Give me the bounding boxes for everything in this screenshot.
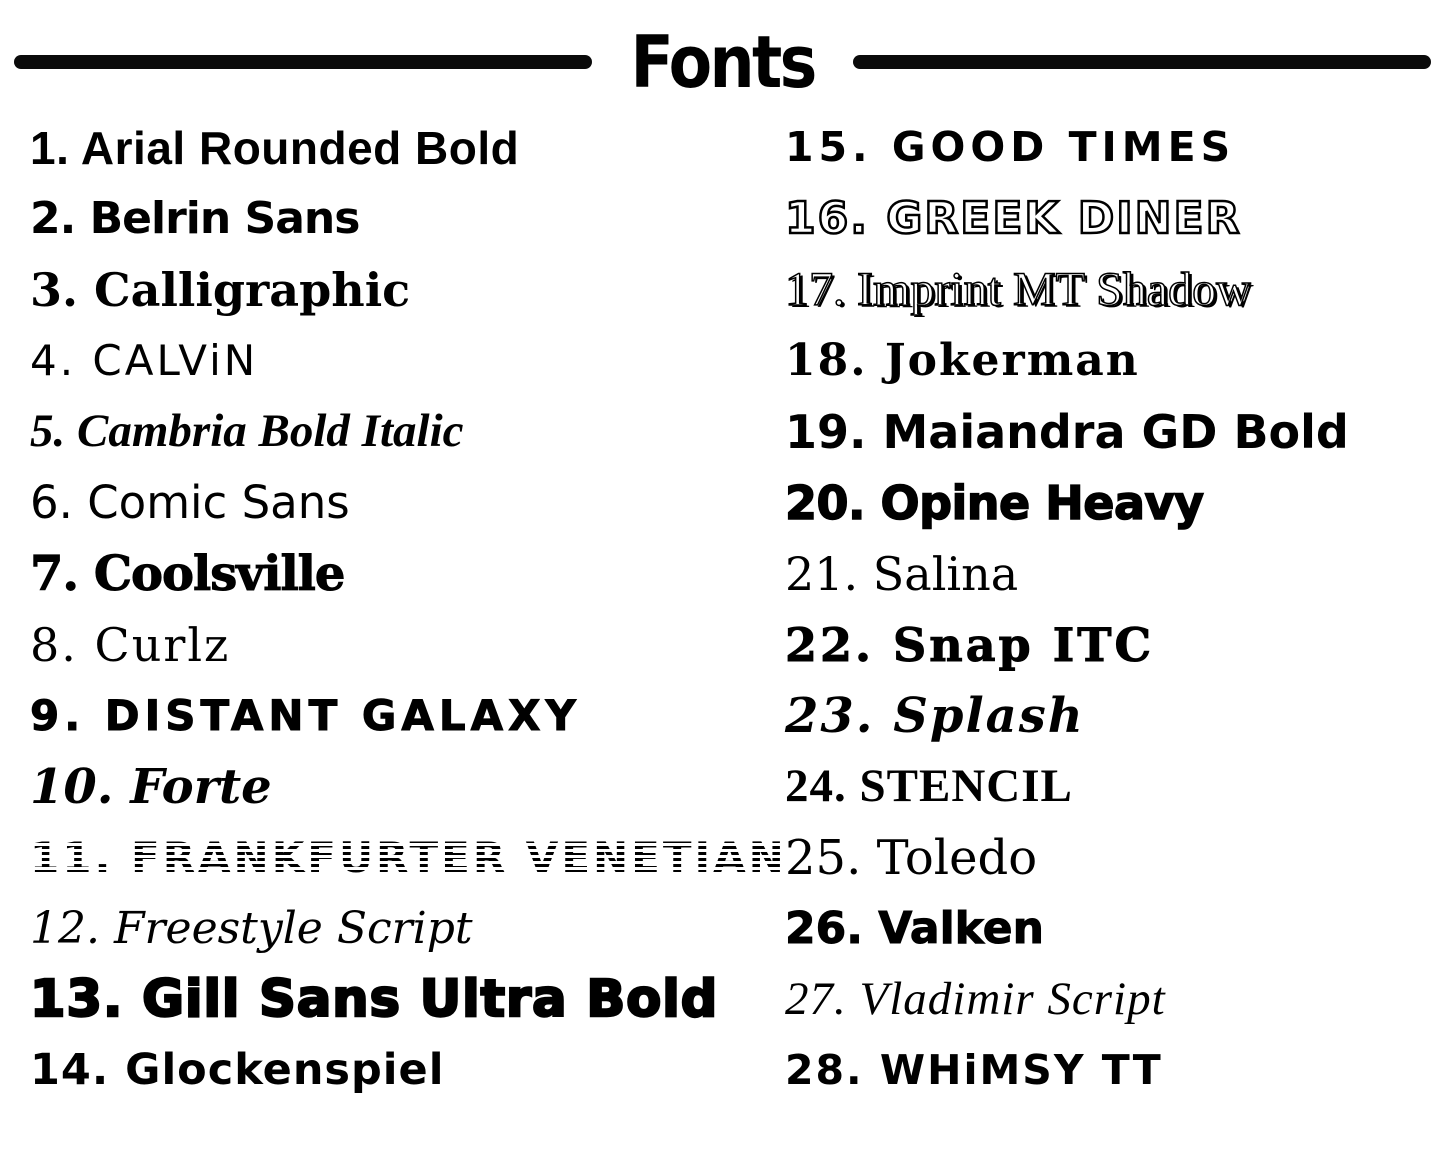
font-sample-splash: 23. Splash — [785, 687, 1085, 744]
font-sample-valken: 26. Valken — [785, 902, 1044, 954]
divider-line-left — [14, 55, 592, 69]
font-sample-frankfurter-venetian: 11. FRANKFURTER VENETIAN — [30, 822, 785, 893]
font-sample-toledo: 25. Toledo — [785, 829, 1038, 886]
font-sample-vladimir-script: 27. Vladimir Script — [785, 973, 1166, 1025]
font-sample-imprint-mt-shadow: 17. Imprint MT Shadow — [785, 262, 1251, 316]
divider-line-right — [853, 55, 1431, 69]
header — [0, 0, 1445, 104]
font-sample-gill-sans-ultra-bold: 13. Gill Sans Ultra Bold — [30, 970, 719, 1029]
font-sample-glockenspiel: 14. Glockenspiel — [30, 1045, 445, 1095]
font-sample-curlz: 8. Curlz — [30, 617, 231, 672]
font-sample-arial-rounded-bold: 1. Arial Rounded Bold — [30, 121, 520, 174]
font-sample-calligraphic: 3. Calligraphic — [30, 262, 411, 317]
font-column-right — [785, 112, 1445, 1106]
font-sample-belrin-sans: 2. Belrin Sans — [30, 192, 360, 244]
font-sample-distant-galaxy: 9. DISTANT GALAXY — [30, 690, 581, 740]
font-sample-freestyle-script: 12. Freestyle Script — [30, 902, 473, 954]
font-sample-calvin: 4. CALViN — [30, 335, 259, 385]
font-list — [0, 104, 1445, 1106]
font-sample-whimsy-tt: 28. WHiMSY TT — [785, 1046, 1163, 1094]
font-sample-forte: 10. Forte — [30, 758, 272, 815]
font-sample-opine-heavy: 20. Opine Heavy — [785, 475, 1204, 530]
font-sample-cambria-bold-italic: 5. Cambria Bold Italic — [30, 405, 464, 457]
font-sample-salina: 21. Salina — [785, 546, 1019, 601]
font-sample-good-times: 15. GOOD TIMES — [785, 123, 1236, 171]
font-sample-maiandra-gd-bold: 19. Maiandra GD Bold — [785, 404, 1349, 459]
font-sample-snap-itc: 22. Snap ITC — [785, 617, 1155, 672]
font-sample-greek-diner: 16. GREEK DINER — [785, 192, 1242, 244]
font-sample-jokerman: 18. Jokerman — [785, 334, 1140, 386]
font-sample-comic-sans: 6. Comic Sans — [30, 476, 350, 529]
font-sample-stencil: 24. STENCIL — [785, 760, 1073, 812]
font-sample-coolsville: 7. Coolsville — [30, 545, 345, 602]
font-column-left — [30, 112, 785, 1106]
page-title: Fonts — [630, 20, 815, 104]
